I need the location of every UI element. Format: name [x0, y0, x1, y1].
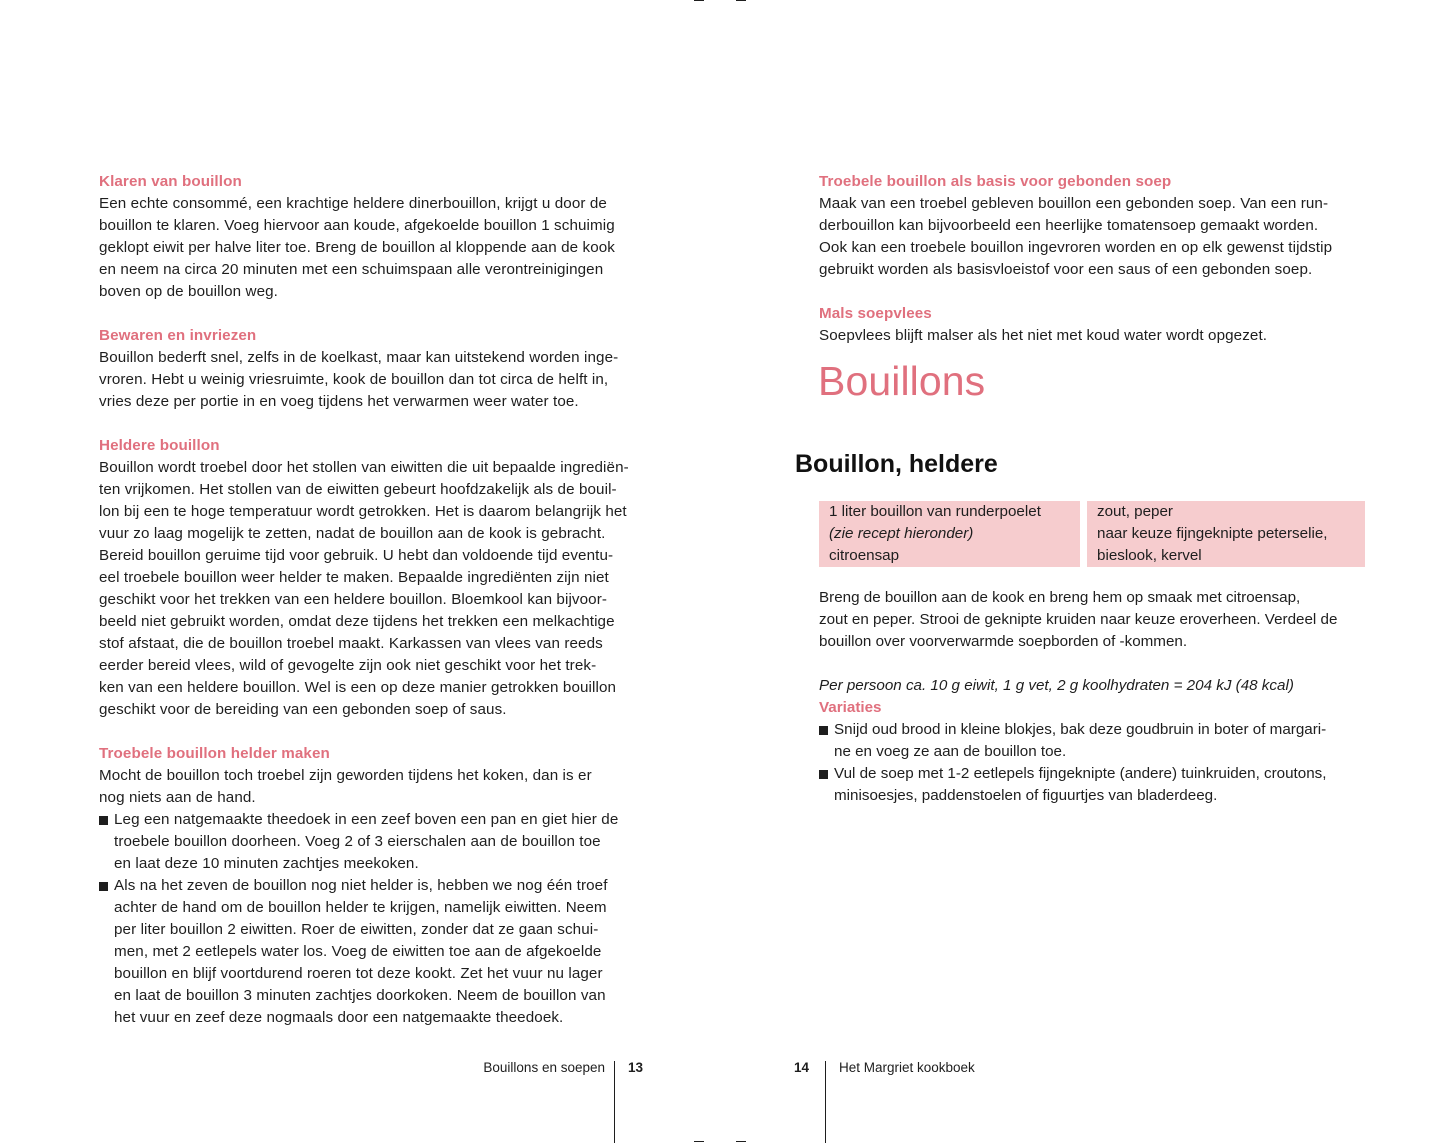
- bullet-item: [819, 719, 1367, 763]
- footer-left-text: Bouillons en soepen: [483, 1060, 605, 1075]
- bullet-item: [819, 763, 1367, 807]
- square-bullet-icon: [99, 816, 108, 825]
- body-line: vroren. Hebt u weinig vriesruimte, kook de bouillon dan tot circa de helft in,: [99, 371, 609, 388]
- footer-divider-left: [614, 1061, 615, 1143]
- body-line: Mocht de bouillon toch troebel zijn geworden tijdens het koken, dan is er: [99, 767, 592, 784]
- body-line: bouillon over voorverwarmde soepborden of -kommen.: [819, 633, 1188, 650]
- body-line: achter de hand om de bouillon helder te krijgen, namelijk eiwitten. Neem: [114, 899, 607, 916]
- body-line: Soepvlees blijft malser als het niet met koud water wordt opgezet.: [819, 327, 1268, 344]
- body-line: Snijd oud brood in kleine blokjes, bak deze goudbruin in boter of margari-: [834, 721, 1327, 738]
- body-line: beeld niet gebruikt worden, omdat deze tijdens het trekken een melkachtige: [99, 613, 615, 630]
- body-line: en laat de bouillon 3 minuten zachtjes doorkoken. Neem de bouillon van: [114, 987, 606, 1004]
- body-line: en neem na circa 20 minuten met een schuimspaan alle verontreinigingen: [99, 261, 604, 278]
- ingredients-panel: [819, 501, 1365, 567]
- section-troebel-basis: [819, 171, 1367, 281]
- crop-mark-top-right: [736, 0, 746, 1]
- right-page-column: [819, 171, 1367, 405]
- body-line: men, met 2 eetlepels water los. Voeg de eiwitten toe aan de afgekoelde: [114, 943, 602, 960]
- crop-mark-bottom-right: [736, 1141, 746, 1142]
- bullet-list: [99, 809, 647, 1029]
- body-line: Bereid bouillon geruime tijd voor gebruik. U hebt dan voldoende tijd eventu-: [99, 547, 614, 564]
- section-mals-soepvlees: [819, 303, 1367, 347]
- body-line: Maak van een troebel gebleven bouillon een gebonden soep. Van een run-: [819, 195, 1329, 212]
- section-heading: Klaren van bouillon: [99, 173, 242, 190]
- body-line: eel troebele bouillon weer helder te maken. Bepaalde ingrediënten zijn niet: [99, 569, 609, 586]
- body-line: nog niets aan de hand.: [99, 789, 256, 806]
- section-bewaren: [99, 325, 647, 413]
- body-line: vries deze per portie in en voeg tijdens het verwarmen weer water toe.: [99, 393, 579, 410]
- body-line: vuur zo laag mogelijk te zetten, nadat de bouillon aan de kook is gebracht.: [99, 525, 606, 542]
- body-line: het vuur en zeef deze nogmaals door een natgemaakte theedoek.: [114, 1009, 564, 1026]
- section-heading: Troebele bouillon helder maken: [99, 745, 330, 762]
- body-line: Vul de soep met 1-2 eetlepels fijngeknipte (andere) tuinkruiden, croutons,: [834, 765, 1327, 782]
- body-line: minisoesjes, paddenstoelen of figuurtjes van bladerdeeg.: [834, 787, 1218, 804]
- body-line: ne en voeg ze aan de bouillon toe.: [834, 743, 1067, 760]
- body-line: bouillon te klaren. Voeg hiervoor aan koude, afgekoelde bouillon 1 schuimig: [99, 217, 615, 234]
- section-troebel-helder: [99, 743, 647, 1029]
- recipe-method: [819, 587, 1367, 807]
- body-line: Ook kan een troebele bouillon ingevroren worden en op elk gewenst tijdstip: [819, 239, 1333, 256]
- body-line: Een echte consommé, een krachtige heldere dinerbouillon, krijgt u door de: [99, 195, 607, 212]
- body-line: en laat deze 10 minuten zachtjes meekoken.: [114, 855, 419, 872]
- section-heading: Bewaren en invriezen: [99, 327, 257, 344]
- variations-heading: Variaties: [819, 699, 882, 716]
- section-heading: Mals soepvlees: [819, 305, 932, 322]
- bullet-item: [99, 809, 647, 875]
- body-line: Breng de bouillon aan de kook en breng hem op smaak met citroensap,: [819, 589, 1301, 606]
- body-line: zout en peper. Strooi de geknipte kruiden naar keuze eroverheen. Verdeel de: [819, 611, 1338, 628]
- body-line: lon bij een te hoge temperatuur wordt getrokken. Het is daarom belangrijk het: [99, 503, 627, 520]
- ingredients-box-left: [819, 501, 1080, 567]
- body-line: ken van een heldere bouillon. Wel is een op deze manier getrokken bouillon: [99, 679, 617, 696]
- section-heading: Heldere bouillon: [99, 437, 220, 454]
- method-paragraph: [819, 587, 1367, 653]
- body-line: stof afstaat, die de bouillon troebel maakt. Karkassen van vlees van reeds: [99, 635, 603, 652]
- body-line: gebruikt worden als basisvloeistof voor een saus of een gebonden soep.: [819, 261, 1313, 278]
- body-line: ten vrijkomen. Het stollen van de eiwitten gebeurt hoofdzakelijk als de bouil-: [99, 481, 617, 498]
- square-bullet-icon: [819, 770, 828, 779]
- left-page-column: [99, 171, 647, 1029]
- page-number-left: 13: [628, 1060, 644, 1075]
- nutrition-info: Per persoon ca. 10 g eiwit, 1 g vet, 2 g koolhydraten = 204 kJ (48 kcal): [819, 677, 1294, 694]
- square-bullet-icon: [99, 882, 108, 891]
- body-line: geschikt voor het trekken van een heldere bouillon. Bloemkool kan bijvoor-: [99, 591, 608, 608]
- body-line: derbouillon kan bijvoorbeeld een heerlijke tomatensoep gemaakt worden.: [819, 217, 1319, 234]
- recipe-title: Bouillon, heldere: [795, 450, 998, 478]
- body-line: Bouillon bederft snel, zelfs in de koelkast, maar kan uitstekend worden inge-: [99, 349, 619, 366]
- section-heldere: [99, 435, 647, 721]
- body-line: Als na het zeven de bouillon nog niet helder is, hebben we nog één troef: [114, 877, 608, 894]
- ingredient-line: bieslook, kervel: [1097, 547, 1202, 564]
- body-line: eerder bereid vlees, wild of gevogelte zijn ook niet geschikt voor het trek-: [99, 657, 597, 674]
- body-line: boven op de bouillon weg.: [99, 283, 278, 300]
- body-line: geklopt eiwit per halve liter toe. Breng de bouillon al kloppende aan de kook: [99, 239, 615, 256]
- ingredient-line: citroensap: [829, 547, 900, 564]
- body-line: bouillon en blijf voortdurend roeren tot deze kookt. Zet het vuur nu lager: [114, 965, 603, 982]
- body-line: per liter bouillon 2 eiwitten. Roer de eiwitten, zonder dat ze gaan schui-: [114, 921, 599, 938]
- bullet-item: [99, 875, 647, 1029]
- variations-list: [819, 719, 1367, 807]
- ingredients-box-right: [1087, 501, 1365, 567]
- page-number-right: 14: [794, 1060, 810, 1075]
- chapter-title: Bouillons: [818, 358, 986, 404]
- ingredient-line: zout, peper: [1097, 503, 1173, 520]
- ingredient-note: (zie recept hieronder): [829, 525, 974, 542]
- square-bullet-icon: [819, 726, 828, 735]
- body-line: geschikt voor de bereiding van een gebonden soep of saus.: [99, 701, 507, 718]
- footer-divider-right: [825, 1061, 826, 1143]
- body-line: troebele bouillon doorheen. Voeg 2 of 3 eierschalen aan de bouillon toe: [114, 833, 601, 850]
- section-heading: Troebele bouillon als basis voor gebonden soep: [819, 173, 1172, 190]
- section-klaren: [99, 171, 647, 303]
- crop-mark-top-left: [694, 0, 704, 1]
- footer-right-text: Het Margriet kookboek: [839, 1060, 975, 1075]
- crop-mark-bottom-left: [694, 1141, 704, 1142]
- body-line: Bouillon wordt troebel door het stollen van eiwitten die uit bepaalde ingrediën-: [99, 459, 629, 476]
- body-line: Leg een natgemaakte theedoek in een zeef boven een pan en giet hier de: [114, 811, 619, 828]
- ingredient-line: 1 liter bouillon van runderpoelet: [829, 503, 1041, 520]
- ingredient-line: naar keuze fijngeknipte peterselie,: [1097, 525, 1328, 542]
